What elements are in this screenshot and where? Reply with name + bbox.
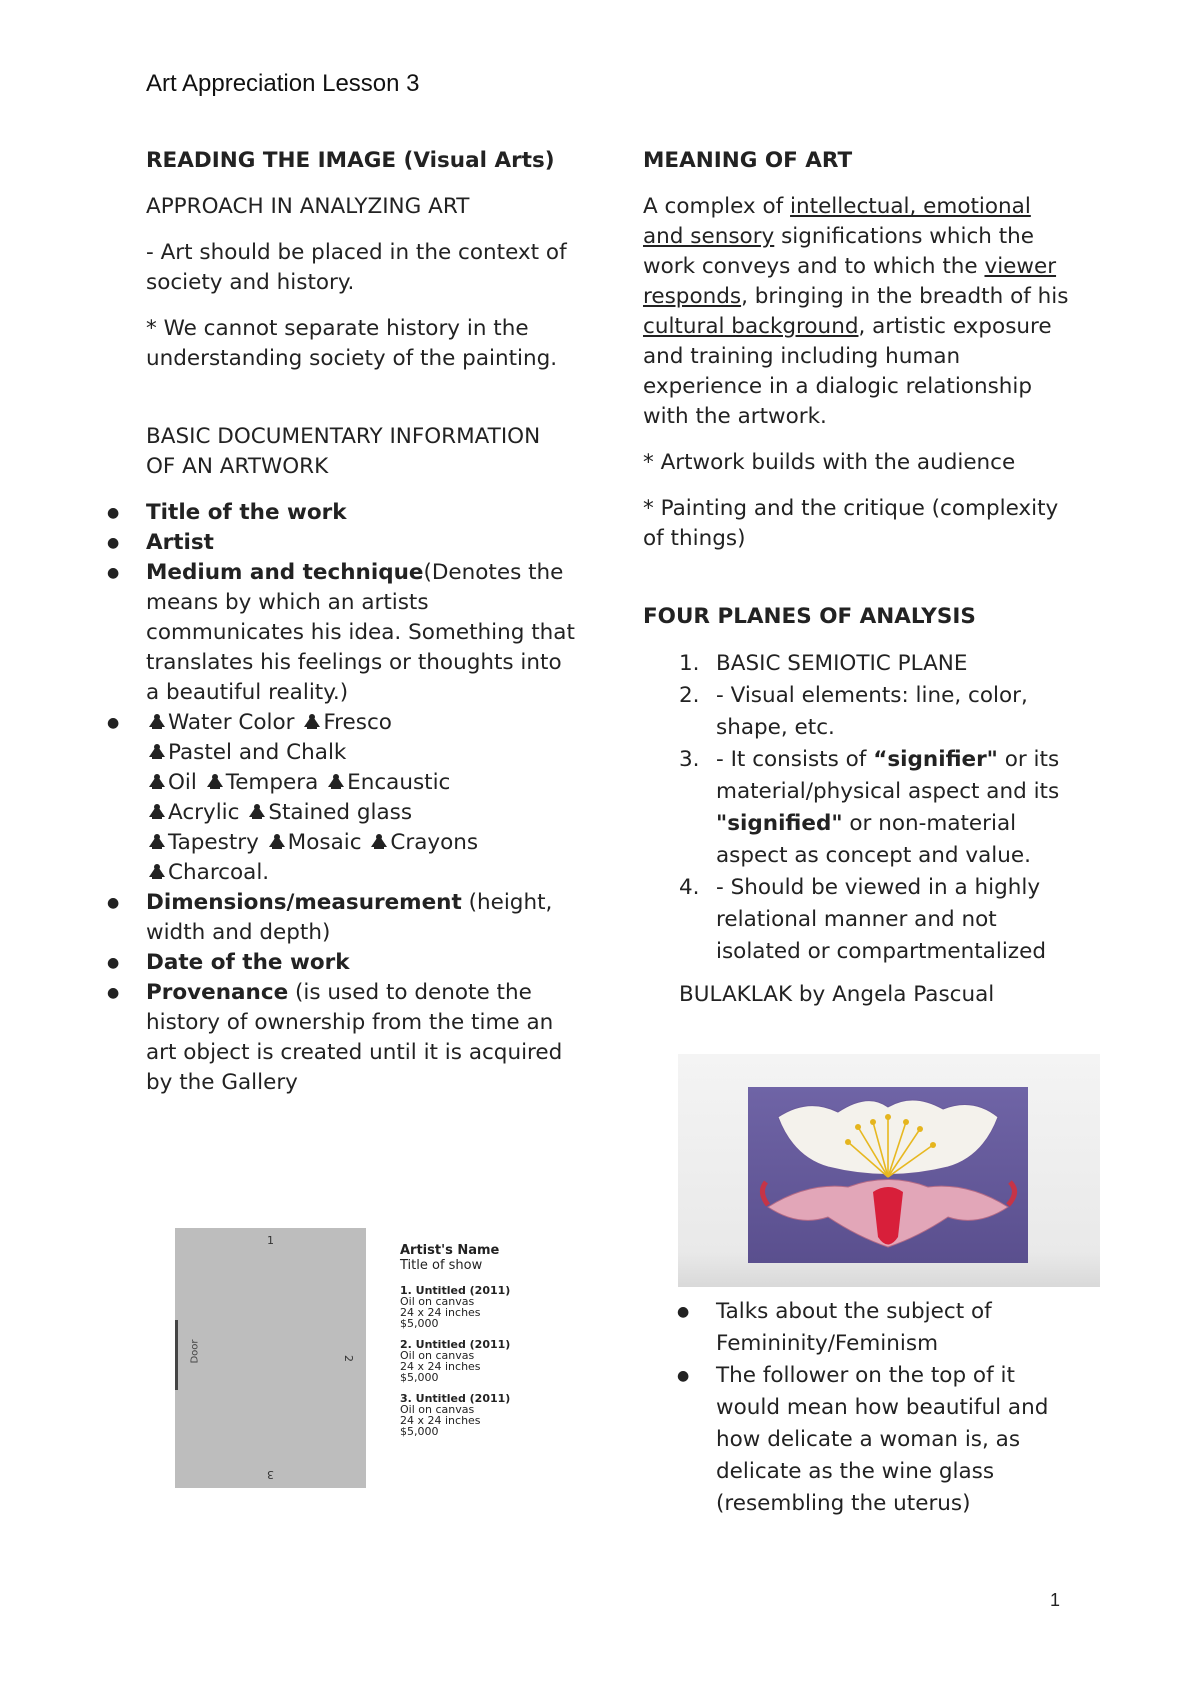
caption-work-price: $5,000 <box>400 1425 439 1438</box>
meaning-text: significations which the work conveys and to which the <box>643 224 1035 279</box>
floorplan-number-2: 2 <box>342 1355 355 1362</box>
meaning-text: , artistic exposure and training including human experience in a dialogic relationship with the artwork. <box>643 314 1052 429</box>
list-item <box>643 744 1073 872</box>
list-number: 2. <box>679 683 700 708</box>
door-marker <box>175 1320 178 1390</box>
floorplan-number-3: 3 <box>267 1468 274 1481</box>
documentary-info-list <box>73 498 576 1098</box>
media-water-color: Water Color <box>168 710 295 735</box>
flower-bullet-icon <box>246 800 268 820</box>
painting-canvas <box>748 1087 1028 1263</box>
door-label: Door <box>189 1339 201 1364</box>
flower-bullet-icon <box>325 770 347 790</box>
plane-bold-signified: "signified" <box>716 811 843 836</box>
list-item <box>73 948 576 978</box>
subheading-documentary-info: BASIC DOCUMENTARY INFORMATION OF AN ARTWORK <box>146 424 541 479</box>
media-crayons: Crayons <box>390 830 479 855</box>
left-column <box>146 146 576 1098</box>
exhibition-caption <box>400 1243 560 1447</box>
paragraph-meaning <box>643 192 1073 432</box>
item-provenance-description: (is used to denote the history of ownership from the time an art object is created until it is acquired by the Gallery <box>146 980 563 1095</box>
bulaklak-artwork-image <box>678 1054 1100 1287</box>
plane-text: or its material/physical aspect and its <box>716 747 1060 804</box>
artwork-notes <box>643 1296 1073 1520</box>
list-item-media <box>73 708 576 888</box>
flower-bullet-icon <box>146 740 168 760</box>
caption-work-price: $5,000 <box>400 1371 439 1384</box>
artwork-notes-list <box>643 1296 1073 1520</box>
plane-text: - Visual elements: line, color, shape, etc. <box>716 683 1028 740</box>
media-oil: Oil <box>168 770 197 795</box>
media-encaustic: Encaustic <box>347 770 451 795</box>
item-medium-technique: Medium and technique <box>146 560 424 585</box>
caption-work-title: 3. Untitled (2011) <box>400 1392 511 1405</box>
page-number: 1 <box>1050 1590 1061 1610</box>
media-fresco: Fresco <box>323 710 392 735</box>
caption-work-size: 24 x 24 inches <box>400 1306 481 1319</box>
flower-bullet-icon <box>301 710 323 730</box>
flower-bullet-icon <box>146 860 168 880</box>
subheading-approach: APPROACH IN ANALYZING ART <box>146 194 470 219</box>
list-item: ● The follower on the top of it would mean how beautiful and how delicate a woman is, as delicate as the wine glass (resembling the uterus) <box>643 1360 1073 1520</box>
note-artwork-audience: * Artwork builds with the audience <box>643 450 1016 475</box>
caption-work-price: $5,000 <box>400 1317 439 1330</box>
item-medium-description: (Denotes the means by which an artists communicates his idea. Something that translates his feelings or thoughts into a beautiful reality.) <box>146 560 575 705</box>
paragraph-history: * We cannot separate history in the understanding society of the painting. <box>146 316 558 371</box>
plane-text: - Should be viewed in a highly relational manner and not isolated or compartmentalized <box>716 875 1046 964</box>
media-charcoal: Charcoal. <box>168 860 270 885</box>
caption-artist-name: Artist's Name <box>400 1243 500 1258</box>
section-heading-reading-image: READING THE IMAGE (Visual Arts) <box>146 148 555 173</box>
flower-bullet-icon <box>204 770 226 790</box>
media-stained-glass: Stained glass <box>268 800 413 825</box>
section-heading-meaning-of-art: MEANING OF ART <box>643 148 853 173</box>
caption-work-medium: Oil on canvas <box>400 1403 475 1416</box>
caption-work-1 <box>400 1285 560 1329</box>
caption-work-medium: Oil on canvas <box>400 1295 475 1308</box>
right-column <box>643 146 1073 1026</box>
item-provenance: Provenance <box>146 980 289 1005</box>
meaning-underlined: cultural background <box>643 314 859 339</box>
media-tapestry: Tapestry <box>168 830 259 855</box>
caption-work-size: 24 x 24 inches <box>400 1360 481 1373</box>
media-mosaic: Mosaic <box>287 830 362 855</box>
list-item <box>73 498 576 528</box>
caption-work-medium: Oil on canvas <box>400 1349 475 1362</box>
list-item: ● Talks about the subject of Femininity/Feminism <box>643 1296 1073 1360</box>
list-item <box>643 872 1073 968</box>
flower-bullet-icon <box>146 830 168 850</box>
list-item <box>643 648 1073 680</box>
gallery-floorplan-image <box>175 1228 366 1488</box>
plane-text: or non-material aspect as concept and value. <box>716 811 1031 868</box>
caption-work-3 <box>400 1393 560 1437</box>
meaning-text: , bringing in the breadth of his <box>741 284 1069 309</box>
list-item <box>643 680 1073 744</box>
item-dimensions-description: (height, width and depth) <box>146 890 553 945</box>
caption-work-title: 1. Untitled (2011) <box>400 1284 511 1297</box>
plane-text: - It consists of <box>716 747 874 772</box>
note-painting-critique: * Painting and the critique (complexity of things) <box>643 496 1059 551</box>
caption-work-2 <box>400 1339 560 1383</box>
caption-show-title: Title of show <box>400 1258 483 1273</box>
artwork-caption: BULAKLAK by Angela Pascual <box>679 982 995 1007</box>
plane-bold-signifier: “signifier" <box>873 747 998 772</box>
plane-text: BASIC SEMIOTIC PLANE <box>716 651 968 676</box>
list-item <box>73 888 576 948</box>
flower-bullet-icon <box>266 830 288 850</box>
flower-bullet-icon <box>146 710 168 730</box>
meaning-underlined: intellectual, emotional and sensory <box>643 194 1031 249</box>
paragraph-context: - Art should be placed in the context of society and history. <box>146 240 567 295</box>
list-item <box>73 558 576 708</box>
list-number: 4. <box>679 875 700 900</box>
item-date-of-work: Date of the work <box>146 950 350 975</box>
list-number: 3. <box>679 747 700 772</box>
meaning-text: A complex of <box>643 194 791 219</box>
list-item <box>73 978 576 1098</box>
flower-bullet-icon <box>368 830 390 850</box>
item-dimensions: Dimensions/measurement <box>146 890 462 915</box>
flower-bullet-icon <box>146 770 168 790</box>
caption-work-title: 2. Untitled (2011) <box>400 1338 511 1351</box>
floorplan-number-1: 1 <box>267 1234 274 1247</box>
item-title-of-work: Title of the work <box>146 500 347 525</box>
item-artist: Artist <box>146 530 214 555</box>
flower-bullet-icon <box>146 800 168 820</box>
media-acrylic: Acrylic <box>168 800 240 825</box>
section-heading-four-planes: FOUR PLANES OF ANALYSIS <box>643 604 976 629</box>
media-pastel-chalk: Pastel and Chalk <box>168 740 347 765</box>
list-item <box>73 528 576 558</box>
caption-work-size: 24 x 24 inches <box>400 1414 481 1427</box>
media-tempera: Tempera <box>225 770 319 795</box>
meaning-underlined: viewer responds <box>643 254 1057 309</box>
list-number: 1. <box>679 651 700 676</box>
planes-list <box>643 648 1073 968</box>
page-header-title: Art Appreciation Lesson 3 <box>146 70 420 97</box>
